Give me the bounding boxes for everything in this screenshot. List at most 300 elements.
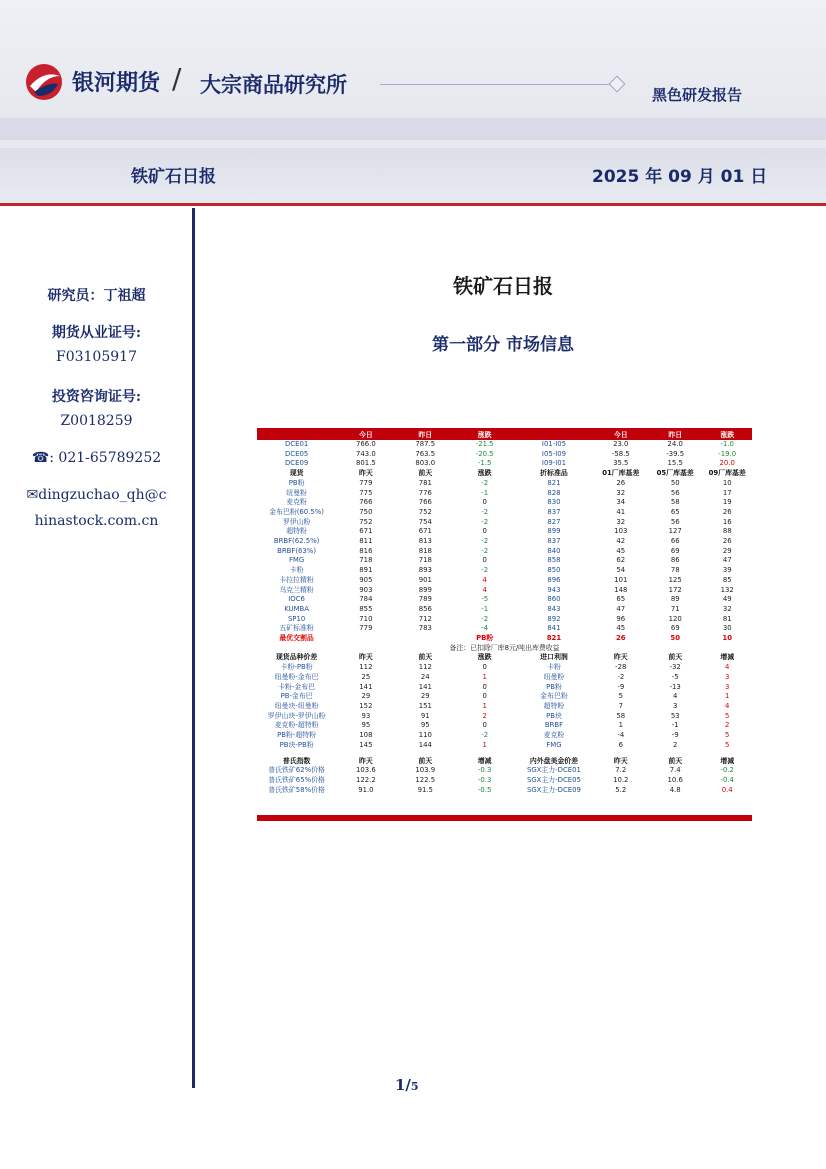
table-cell: 91.5 bbox=[417, 785, 433, 794]
table-cell: 787.5 bbox=[415, 440, 436, 448]
table-cell: KUMBA bbox=[284, 604, 309, 613]
table-cell: 29 bbox=[420, 692, 430, 701]
table-cell: 0 bbox=[482, 682, 487, 691]
email-line-1[interactable]: ✉dingzuchao_qh@c bbox=[26, 487, 167, 503]
table-cell: 96 bbox=[616, 614, 626, 623]
table-cell: 10.2 bbox=[613, 775, 629, 784]
table-cell: -28 bbox=[615, 663, 627, 672]
table-cell: 增减 bbox=[720, 756, 735, 765]
table-cell: 纽曼粉-金布巴 bbox=[274, 672, 319, 681]
table-cell: 前天 bbox=[668, 653, 683, 662]
table-cell: 2 bbox=[673, 740, 678, 749]
table-row bbox=[257, 489, 752, 499]
table-cell: 5 bbox=[725, 731, 730, 740]
table-cell: 今日 bbox=[594, 431, 648, 440]
table-cell: PB粉-超特粉 bbox=[277, 731, 317, 740]
table-cell: 148 bbox=[614, 585, 628, 594]
table-cell: 卡粉-PB粉 bbox=[280, 663, 313, 672]
table-cell: 41 bbox=[616, 507, 626, 516]
advisory-number: Z0018259 bbox=[60, 413, 133, 429]
table-cell: PB粉 bbox=[288, 478, 305, 487]
table-cell: 35.5 bbox=[613, 459, 629, 468]
table-cell: -32 bbox=[669, 663, 681, 672]
market-table bbox=[257, 428, 752, 821]
table-cell: 840 bbox=[547, 546, 561, 555]
table-row bbox=[257, 586, 752, 596]
table-cell: 1 bbox=[482, 740, 487, 749]
table-cell: PB块-PB粉 bbox=[279, 740, 314, 749]
table-cell: 1 bbox=[618, 721, 623, 730]
table-cell: 6 bbox=[618, 740, 623, 749]
table-cell: 4 bbox=[673, 692, 678, 701]
table-cell: 普氏铁矿62%价格 bbox=[268, 766, 325, 775]
table-cell: 卡粉 bbox=[547, 663, 561, 672]
table-cell: 01厂库基差 bbox=[602, 469, 640, 478]
table-cell: 普氏指数 bbox=[282, 756, 311, 765]
table-cell: 53 bbox=[670, 711, 680, 720]
table-cell: -1.5 bbox=[477, 459, 492, 468]
table-cell: 5 bbox=[618, 692, 623, 701]
table-cell: 712 bbox=[418, 614, 432, 623]
table-cell: 108 bbox=[359, 731, 373, 740]
table-cell: SGX主力-DCE09 bbox=[526, 785, 581, 794]
table-cell: 前天 bbox=[668, 756, 683, 765]
table-cell: 891 bbox=[359, 566, 373, 575]
table-cell: 麦克粉 bbox=[543, 731, 565, 740]
table-cell: 152 bbox=[359, 701, 373, 710]
table-cell: 金布巴粉(60.5%) bbox=[269, 507, 325, 516]
table-cell: 0 bbox=[482, 556, 487, 565]
table-cell: 4 bbox=[482, 585, 487, 594]
institute-name: 大宗商品研究所 bbox=[200, 73, 347, 97]
table-cell: 金布巴粉 bbox=[540, 692, 568, 701]
table-cell: 132 bbox=[720, 585, 734, 594]
table-cell: 32 bbox=[616, 488, 626, 497]
table-cell: -2 bbox=[481, 517, 489, 526]
table-cell: 856 bbox=[418, 604, 432, 613]
table-cell: 903 bbox=[359, 585, 373, 594]
table-cell: 昨天 bbox=[358, 653, 373, 662]
table-cell: 4 bbox=[725, 663, 730, 672]
table-cell: 0 bbox=[482, 498, 487, 507]
table-cell: -20.5 bbox=[475, 449, 494, 458]
table-row bbox=[257, 450, 752, 460]
diamond-ornament bbox=[609, 76, 626, 93]
table-row bbox=[257, 702, 752, 712]
table-cell: 涨跌 bbox=[477, 469, 492, 478]
table-cell: 前天 bbox=[418, 653, 433, 662]
table-cell: -5 bbox=[671, 672, 679, 681]
table-cell: 899 bbox=[418, 585, 432, 594]
table-cell: 昨天 bbox=[358, 469, 373, 478]
table-note-row bbox=[257, 644, 752, 654]
table-cell: 麦克粉 bbox=[286, 498, 307, 507]
table-cell: -0.5 bbox=[477, 785, 492, 794]
table-cell: 710 bbox=[359, 614, 373, 623]
table-cell: 88 bbox=[722, 527, 732, 536]
table-cell: 50 bbox=[670, 634, 680, 643]
table-cell: 855 bbox=[359, 604, 373, 613]
table-cell: 超特粉 bbox=[543, 701, 565, 710]
table-row bbox=[257, 624, 752, 634]
table-cell: 24 bbox=[420, 672, 430, 681]
table-cell: 34 bbox=[616, 498, 626, 507]
table-cell: 125 bbox=[668, 575, 682, 584]
table-cell: -2 bbox=[481, 566, 489, 575]
section-title: 第一部分 市场信息 bbox=[432, 335, 574, 355]
table-cell: 837 bbox=[547, 507, 561, 516]
table-row bbox=[257, 673, 752, 683]
table-cell: 141 bbox=[418, 682, 432, 691]
table-cell: 26 bbox=[722, 507, 732, 516]
table-cell: 09厂库基差 bbox=[708, 469, 746, 478]
table-cell: 2 bbox=[482, 711, 487, 720]
table-cell: 776 bbox=[418, 488, 432, 497]
table-cell: 901 bbox=[418, 575, 432, 584]
brand-separator: / bbox=[172, 62, 182, 95]
table-cell: 86 bbox=[670, 556, 680, 565]
table-cell: 超特粉 bbox=[286, 527, 307, 536]
table-cell: -9 bbox=[617, 682, 625, 691]
table-cell: -2 bbox=[481, 731, 489, 740]
table-row bbox=[257, 634, 752, 644]
table-cell: 卡粉-金布巴 bbox=[278, 682, 316, 691]
table-cell: 151 bbox=[418, 701, 432, 710]
table-cell: PB块 bbox=[546, 711, 562, 720]
table-cell: 29 bbox=[722, 546, 732, 555]
table-cell: 0.4 bbox=[721, 785, 733, 794]
table-cell: 816 bbox=[359, 546, 373, 555]
table-cell: 32 bbox=[616, 517, 626, 526]
table-row bbox=[257, 615, 752, 625]
table-cell: 811 bbox=[359, 537, 373, 546]
sidebar-divider bbox=[192, 208, 195, 1088]
table-cell: 743.0 bbox=[356, 449, 376, 458]
table-row bbox=[257, 712, 752, 722]
table-cell: 26 bbox=[616, 478, 626, 487]
header-red-line bbox=[0, 203, 826, 206]
table-cell: -39.5 bbox=[666, 449, 685, 458]
table-cell: -21.5 bbox=[475, 440, 494, 448]
table-cell: 普氏铁矿58%价格 bbox=[268, 785, 325, 794]
table-cell: 现货 bbox=[289, 469, 304, 478]
table-cell: -1 bbox=[481, 604, 489, 613]
table-cell: 766 bbox=[359, 498, 373, 507]
table-cell: 122.5 bbox=[415, 775, 436, 784]
table-cell: 821 bbox=[546, 634, 562, 643]
table-row bbox=[257, 683, 752, 693]
table-cell: 144 bbox=[418, 740, 432, 749]
table-cell: 62 bbox=[616, 556, 626, 565]
table-cell: 858 bbox=[547, 556, 561, 565]
table-row bbox=[257, 786, 752, 796]
table-cell: 69 bbox=[670, 624, 680, 633]
table-cell: 843 bbox=[547, 604, 561, 613]
table-cell: I01-I05 bbox=[541, 440, 566, 448]
table-cell: DCE09 bbox=[284, 459, 309, 468]
table-cell: 25 bbox=[361, 672, 371, 681]
table-cell: 779 bbox=[359, 624, 373, 633]
table-row bbox=[257, 576, 752, 586]
phone-number: ☎: 021-65789252 bbox=[31, 450, 162, 466]
table-row bbox=[257, 776, 752, 786]
table-cell: 781 bbox=[418, 478, 432, 487]
table-cell: 752 bbox=[359, 517, 373, 526]
table-cell: SGX主力-DCE01 bbox=[526, 766, 581, 775]
table-cell: 752 bbox=[418, 507, 432, 516]
table-cell: 50 bbox=[670, 478, 680, 487]
table-cell: SGX主力-DCE05 bbox=[526, 775, 581, 784]
table-header-row bbox=[257, 431, 752, 440]
table-subheader-row bbox=[257, 757, 752, 767]
table-cell: 71 bbox=[670, 604, 680, 613]
table-cell bbox=[396, 634, 455, 644]
table-cell: 涨跌 bbox=[455, 431, 514, 440]
table-cell: FMG bbox=[546, 740, 562, 749]
table-cell: 892 bbox=[547, 614, 561, 623]
table-cell: 172 bbox=[668, 585, 682, 594]
table-cell: 775 bbox=[359, 488, 373, 497]
document-type: 黑色研发报告 bbox=[652, 86, 743, 104]
table-cell: 766 bbox=[418, 498, 432, 507]
table-row bbox=[257, 595, 752, 605]
table-cell: 896 bbox=[547, 575, 561, 584]
table-cell: 66 bbox=[670, 537, 680, 546]
table-cell: 5 bbox=[725, 740, 730, 749]
table-cell: 718 bbox=[359, 556, 373, 565]
table-cell: 20.0 bbox=[719, 459, 735, 468]
table-cell: 0 bbox=[482, 692, 487, 701]
advisory-label: 投资咨询证号: bbox=[51, 389, 142, 405]
table-cell: 801.5 bbox=[356, 459, 376, 468]
table-row bbox=[257, 731, 752, 741]
table-cell: 乌克兰精粉 bbox=[279, 585, 314, 594]
table-cell: 110 bbox=[418, 731, 432, 740]
table-cell: 普氏铁矿65%价格 bbox=[268, 775, 325, 784]
table-cell: SP10 bbox=[287, 614, 306, 623]
table-cell: -13 bbox=[669, 682, 681, 691]
table-cell: -0.3 bbox=[477, 766, 492, 775]
table-cell: PB粉 bbox=[546, 682, 562, 691]
table-cell: 783 bbox=[418, 624, 432, 633]
table-row bbox=[257, 556, 752, 566]
table-cell: 103 bbox=[614, 527, 628, 536]
table-cell: 103.6 bbox=[356, 766, 376, 775]
table-cell: 81 bbox=[722, 614, 732, 623]
table-cell: -5 bbox=[481, 595, 489, 604]
table-cell: 1 bbox=[725, 692, 730, 701]
table-row bbox=[257, 527, 752, 537]
table-row bbox=[257, 692, 752, 702]
table-cell: 827 bbox=[547, 517, 561, 526]
table-cell: 65 bbox=[670, 507, 680, 516]
table-row bbox=[257, 663, 752, 673]
table-cell: 58 bbox=[616, 711, 626, 720]
table-cell: DCE05 bbox=[284, 449, 309, 458]
table-cell: 2 bbox=[725, 721, 730, 730]
table-cell: 112 bbox=[359, 663, 373, 672]
table-cell: -1.0 bbox=[720, 440, 734, 448]
table-cell: 昨天 bbox=[358, 756, 373, 765]
brand-name: 银河期货 bbox=[72, 71, 161, 96]
table-cell: 4 bbox=[725, 701, 730, 710]
table-cell: 95 bbox=[420, 721, 430, 730]
table-row bbox=[257, 459, 752, 469]
table-cell: I09-I01 bbox=[541, 459, 566, 468]
table-cell: 718 bbox=[418, 556, 432, 565]
table-cell: 803.0 bbox=[415, 459, 436, 468]
table-cell: 56 bbox=[670, 488, 680, 497]
header-rule bbox=[380, 84, 610, 85]
table-row bbox=[257, 518, 752, 528]
header-band bbox=[0, 118, 826, 140]
table-cell: 754 bbox=[418, 517, 432, 526]
table-cell: 前天 bbox=[418, 756, 433, 765]
report-title: 铁矿石日报 bbox=[131, 167, 216, 187]
table-cell: 卡拉拉精粉 bbox=[279, 575, 314, 584]
table-cell: 3 bbox=[725, 672, 730, 681]
table-cell: 766.0 bbox=[356, 440, 376, 448]
license-label: 期货从业证号: bbox=[51, 325, 142, 341]
table-cell: 昨天 bbox=[613, 653, 628, 662]
table-cell: 15.5 bbox=[667, 459, 683, 468]
table-cell: 45 bbox=[616, 624, 626, 633]
table-cell: 5.2 bbox=[615, 785, 627, 794]
email-line-2[interactable]: hinastock.com.cn bbox=[34, 513, 159, 529]
table-cell: -0.2 bbox=[720, 766, 734, 775]
table-cell: 830 bbox=[547, 498, 561, 507]
table-cell: -1 bbox=[671, 721, 679, 730]
page-header bbox=[0, 0, 826, 205]
table-cell: 折标准品 bbox=[540, 469, 568, 478]
table-cell: BRBF(62.5%) bbox=[273, 537, 320, 546]
table-note: 备注：已扣除厂库8元/吨出库费收益 bbox=[449, 643, 560, 652]
table-cell: BRBF(63%) bbox=[277, 546, 317, 555]
table-cell: 麦克粉-超特粉 bbox=[274, 721, 319, 730]
table-cell: 91 bbox=[420, 711, 430, 720]
table-row bbox=[257, 766, 752, 776]
table-cell: 涨跌 bbox=[477, 653, 492, 662]
report-date: 2025 年 09 月 01 日 bbox=[592, 167, 768, 187]
table-subheader-row bbox=[257, 653, 752, 663]
table-cell: 05厂库基差 bbox=[656, 469, 694, 478]
table-cell: DCE01 bbox=[284, 440, 309, 448]
table-cell: 19 bbox=[722, 498, 732, 507]
table-row bbox=[257, 508, 752, 518]
table-row bbox=[257, 537, 752, 547]
galaxy-logo-icon bbox=[24, 62, 64, 102]
table-row bbox=[257, 741, 752, 751]
table-row bbox=[257, 479, 752, 489]
page-number bbox=[395, 1076, 419, 1094]
table-cell: 昨日 bbox=[396, 431, 455, 440]
table-cell: 最优交割品 bbox=[279, 634, 314, 643]
table-cell: 95 bbox=[361, 721, 371, 730]
table-cell: 112 bbox=[418, 663, 432, 672]
table-cell: 750 bbox=[359, 507, 373, 516]
table-cell: -2 bbox=[617, 672, 625, 681]
table-cell bbox=[514, 431, 593, 440]
table-cell: 0 bbox=[482, 721, 487, 730]
table-cell: 涨跌 bbox=[702, 431, 752, 440]
table-cell: 3 bbox=[725, 682, 730, 691]
table-cell: 5 bbox=[725, 711, 730, 720]
table-cell: -1 bbox=[481, 488, 489, 497]
table-cell: 91.0 bbox=[358, 785, 374, 794]
table-cell: 纽曼粉 bbox=[543, 672, 565, 681]
table-cell: 7.2 bbox=[615, 766, 627, 775]
table-row bbox=[257, 566, 752, 576]
table-cell: 7 bbox=[618, 701, 623, 710]
table-cell: 现货品种价差 bbox=[275, 653, 318, 662]
table-cell: 前天 bbox=[418, 469, 433, 478]
table-cell: 85 bbox=[722, 575, 732, 584]
table-cell: 671 bbox=[418, 527, 432, 536]
table-cell: 122.2 bbox=[356, 775, 376, 784]
table-cell: 784 bbox=[359, 595, 373, 604]
table-cell: 今日 bbox=[336, 431, 395, 440]
table-cell: 17 bbox=[722, 488, 732, 497]
table-cell: 五矿标准粉 bbox=[279, 624, 314, 633]
table-cell: 增减 bbox=[477, 756, 492, 765]
table-row bbox=[257, 440, 752, 450]
table-cell: 26 bbox=[722, 537, 732, 546]
table-cell: 42 bbox=[616, 537, 626, 546]
table-cell: 7.4 bbox=[669, 766, 681, 775]
table-cell: 828 bbox=[547, 488, 561, 497]
table-cell: 26 bbox=[615, 634, 626, 643]
table-cell: 818 bbox=[418, 546, 432, 555]
table-cell: 763.5 bbox=[415, 449, 436, 458]
table-cell: BRBF bbox=[544, 721, 564, 730]
table-cell: 821 bbox=[547, 478, 561, 487]
table-cell: 789 bbox=[418, 595, 432, 604]
table-cell: 127 bbox=[668, 527, 682, 536]
table-cell: 纽曼粉 bbox=[286, 488, 307, 497]
table-cell: 45 bbox=[616, 546, 626, 555]
table-cell: -0.3 bbox=[477, 775, 492, 784]
table-cell: 49 bbox=[722, 595, 732, 604]
table-cell: 841 bbox=[547, 624, 561, 633]
table-row bbox=[257, 605, 752, 615]
table-cell: 昨日 bbox=[648, 431, 702, 440]
page-total: 5 bbox=[410, 1080, 419, 1093]
table-cell: 卡粉 bbox=[289, 566, 304, 575]
table-cell: 进口利润 bbox=[540, 653, 568, 662]
table-cell: 4 bbox=[482, 575, 487, 584]
table-cell: 69 bbox=[670, 546, 680, 555]
table-row bbox=[257, 721, 752, 731]
table-cell: 860 bbox=[547, 595, 561, 604]
table-cell: 47 bbox=[722, 556, 732, 565]
table-cell: 671 bbox=[359, 527, 373, 536]
table-cell: 23.0 bbox=[613, 440, 629, 448]
table-cell: 943 bbox=[547, 585, 561, 594]
table-cell: 56 bbox=[670, 517, 680, 526]
table-cell: 101 bbox=[614, 575, 628, 584]
table-cell: 78 bbox=[670, 566, 680, 575]
page-current: 1/ bbox=[395, 1076, 411, 1094]
table-cell: IOC6 bbox=[288, 595, 305, 604]
table-cell: 58 bbox=[670, 498, 680, 507]
table-cell: 30 bbox=[722, 624, 732, 633]
table-cell: 813 bbox=[418, 537, 432, 546]
table-subheader-row bbox=[257, 469, 752, 479]
table-cell: 32 bbox=[722, 604, 732, 613]
table-cell: 内外盘美金价差 bbox=[529, 756, 579, 765]
table-cell: 4.8 bbox=[669, 785, 681, 794]
table-cell: FMG bbox=[288, 556, 305, 565]
